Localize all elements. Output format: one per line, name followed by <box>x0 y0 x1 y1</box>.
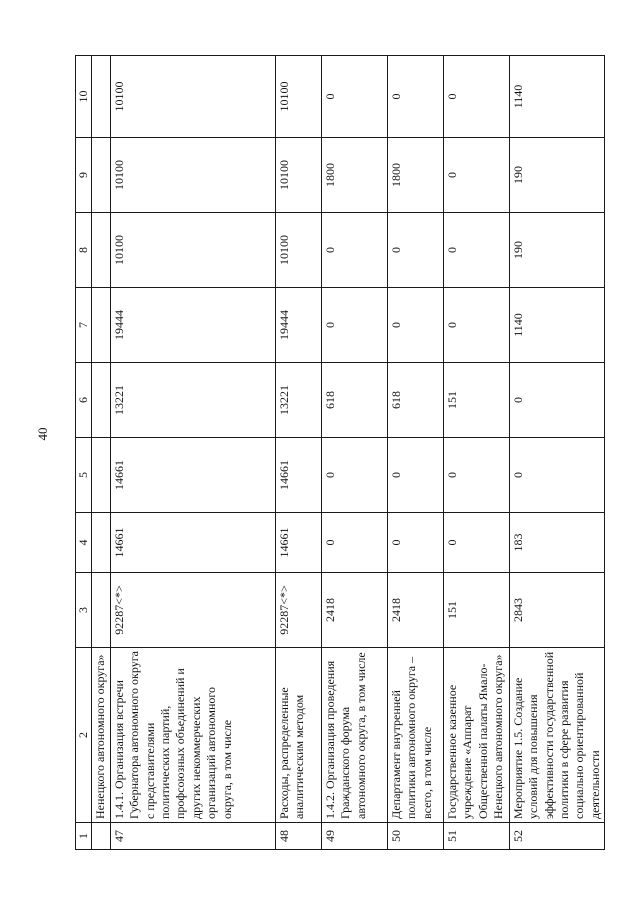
cell-col7: 1140 <box>509 288 604 363</box>
cell-col9: 190 <box>509 138 604 213</box>
cell-col8: 0 <box>321 213 387 288</box>
cell-col5: 0 <box>443 438 509 513</box>
column-header: 9 <box>76 138 92 213</box>
row-number: 47 <box>110 823 275 850</box>
cell-col6: 0 <box>509 363 604 438</box>
cell-col3: 2843 <box>509 573 604 648</box>
cell-col4: 0 <box>387 513 443 573</box>
cell-col10: 10100 <box>275 56 321 138</box>
cell-col10: 1140 <box>509 56 604 138</box>
cell-col8: 0 <box>387 213 443 288</box>
table-row <box>387 56 443 850</box>
continuation-row <box>92 56 110 850</box>
rotated-table-container <box>75 56 603 850</box>
cell-col8: 0 <box>443 213 509 288</box>
cell-col9: 10100 <box>110 138 275 213</box>
table-row <box>509 56 604 850</box>
cell-col5: 0 <box>321 438 387 513</box>
row-description: Государственное казенное учреждение «Аппарат Общественной палаты Ямало-Ненецкого автономного округа» <box>443 648 509 823</box>
cell-col9: 10100 <box>275 138 321 213</box>
cell-col7: 0 <box>443 288 509 363</box>
table-row <box>443 56 509 850</box>
cell-col10: 0 <box>443 56 509 138</box>
cell-col4: 183 <box>509 513 604 573</box>
cell-col9: 1800 <box>387 138 443 213</box>
column-header: 3 <box>76 573 92 648</box>
cell-col4: 14661 <box>110 513 275 573</box>
cell-col10: 10100 <box>110 56 275 138</box>
column-header: 10 <box>76 56 92 138</box>
page-number: 40 <box>35 427 50 441</box>
column-header: 2 <box>76 648 92 823</box>
column-header: 4 <box>76 513 92 573</box>
cell-col3: 92287<*> <box>110 573 275 648</box>
column-header: 8 <box>76 213 92 288</box>
cell-col5: 0 <box>509 438 604 513</box>
column-header: 6 <box>76 363 92 438</box>
row-description: 1.4.1. Организация встречи Губернатора автономного округа с представителями политических партий, профсоюзных объединений и других некоммерческих организаций автономного округа, в том числе <box>110 648 275 823</box>
row-number: 52 <box>509 823 604 850</box>
continuation-text: Ненецкого автономного округа» <box>92 648 110 823</box>
row-description: Мероприятие 1.5. Создание условий для повышения эффективности государственной политики в сфере развития социально ориентированной деятельности <box>509 648 604 823</box>
header-row <box>76 56 92 850</box>
cell-col6: 13221 <box>110 363 275 438</box>
cell-col3: 2418 <box>387 573 443 648</box>
cell-col8: 10100 <box>110 213 275 288</box>
cell-col8: 190 <box>509 213 604 288</box>
column-header: 5 <box>76 438 92 513</box>
cell-col7: 19444 <box>275 288 321 363</box>
cell-col7: 0 <box>387 288 443 363</box>
cell-col3: 2418 <box>321 573 387 648</box>
cell-col6: 618 <box>321 363 387 438</box>
cell-col10: 0 <box>321 56 387 138</box>
row-number: 50 <box>387 823 443 850</box>
row-description: Расходы, распределенные аналитическим методом <box>275 648 321 823</box>
budget-table <box>75 55 605 850</box>
table-row <box>275 56 321 850</box>
row-number: 49 <box>321 823 387 850</box>
cell-col7: 0 <box>321 288 387 363</box>
cell-col4: 0 <box>443 513 509 573</box>
column-header: 1 <box>76 823 92 850</box>
cell-col10: 0 <box>387 56 443 138</box>
row-description: Департамент внутренней политики автономного округа – всего, в том числе <box>387 648 443 823</box>
row-number: 51 <box>443 823 509 850</box>
cell-col5: 14661 <box>275 438 321 513</box>
cell-col4: 0 <box>321 513 387 573</box>
cell-col5: 0 <box>387 438 443 513</box>
column-header: 7 <box>76 288 92 363</box>
table-row <box>110 56 275 850</box>
cell-col5: 14661 <box>110 438 275 513</box>
row-number: 48 <box>275 823 321 850</box>
cell-col8: 10100 <box>275 213 321 288</box>
cell-col9: 0 <box>443 138 509 213</box>
table-row <box>321 56 387 850</box>
cell-col7: 19444 <box>110 288 275 363</box>
cell-col4: 14661 <box>275 513 321 573</box>
cell-col3: 151 <box>443 573 509 648</box>
cell-col6: 618 <box>387 363 443 438</box>
cell-col9: 1800 <box>321 138 387 213</box>
row-description: 1.4.2. Организация проведения Гражданского форума автономного округа, в том числе <box>321 648 387 823</box>
cell-col3: 92287<*> <box>275 573 321 648</box>
cell-col6: 13221 <box>275 363 321 438</box>
cell-col6: 151 <box>443 363 509 438</box>
